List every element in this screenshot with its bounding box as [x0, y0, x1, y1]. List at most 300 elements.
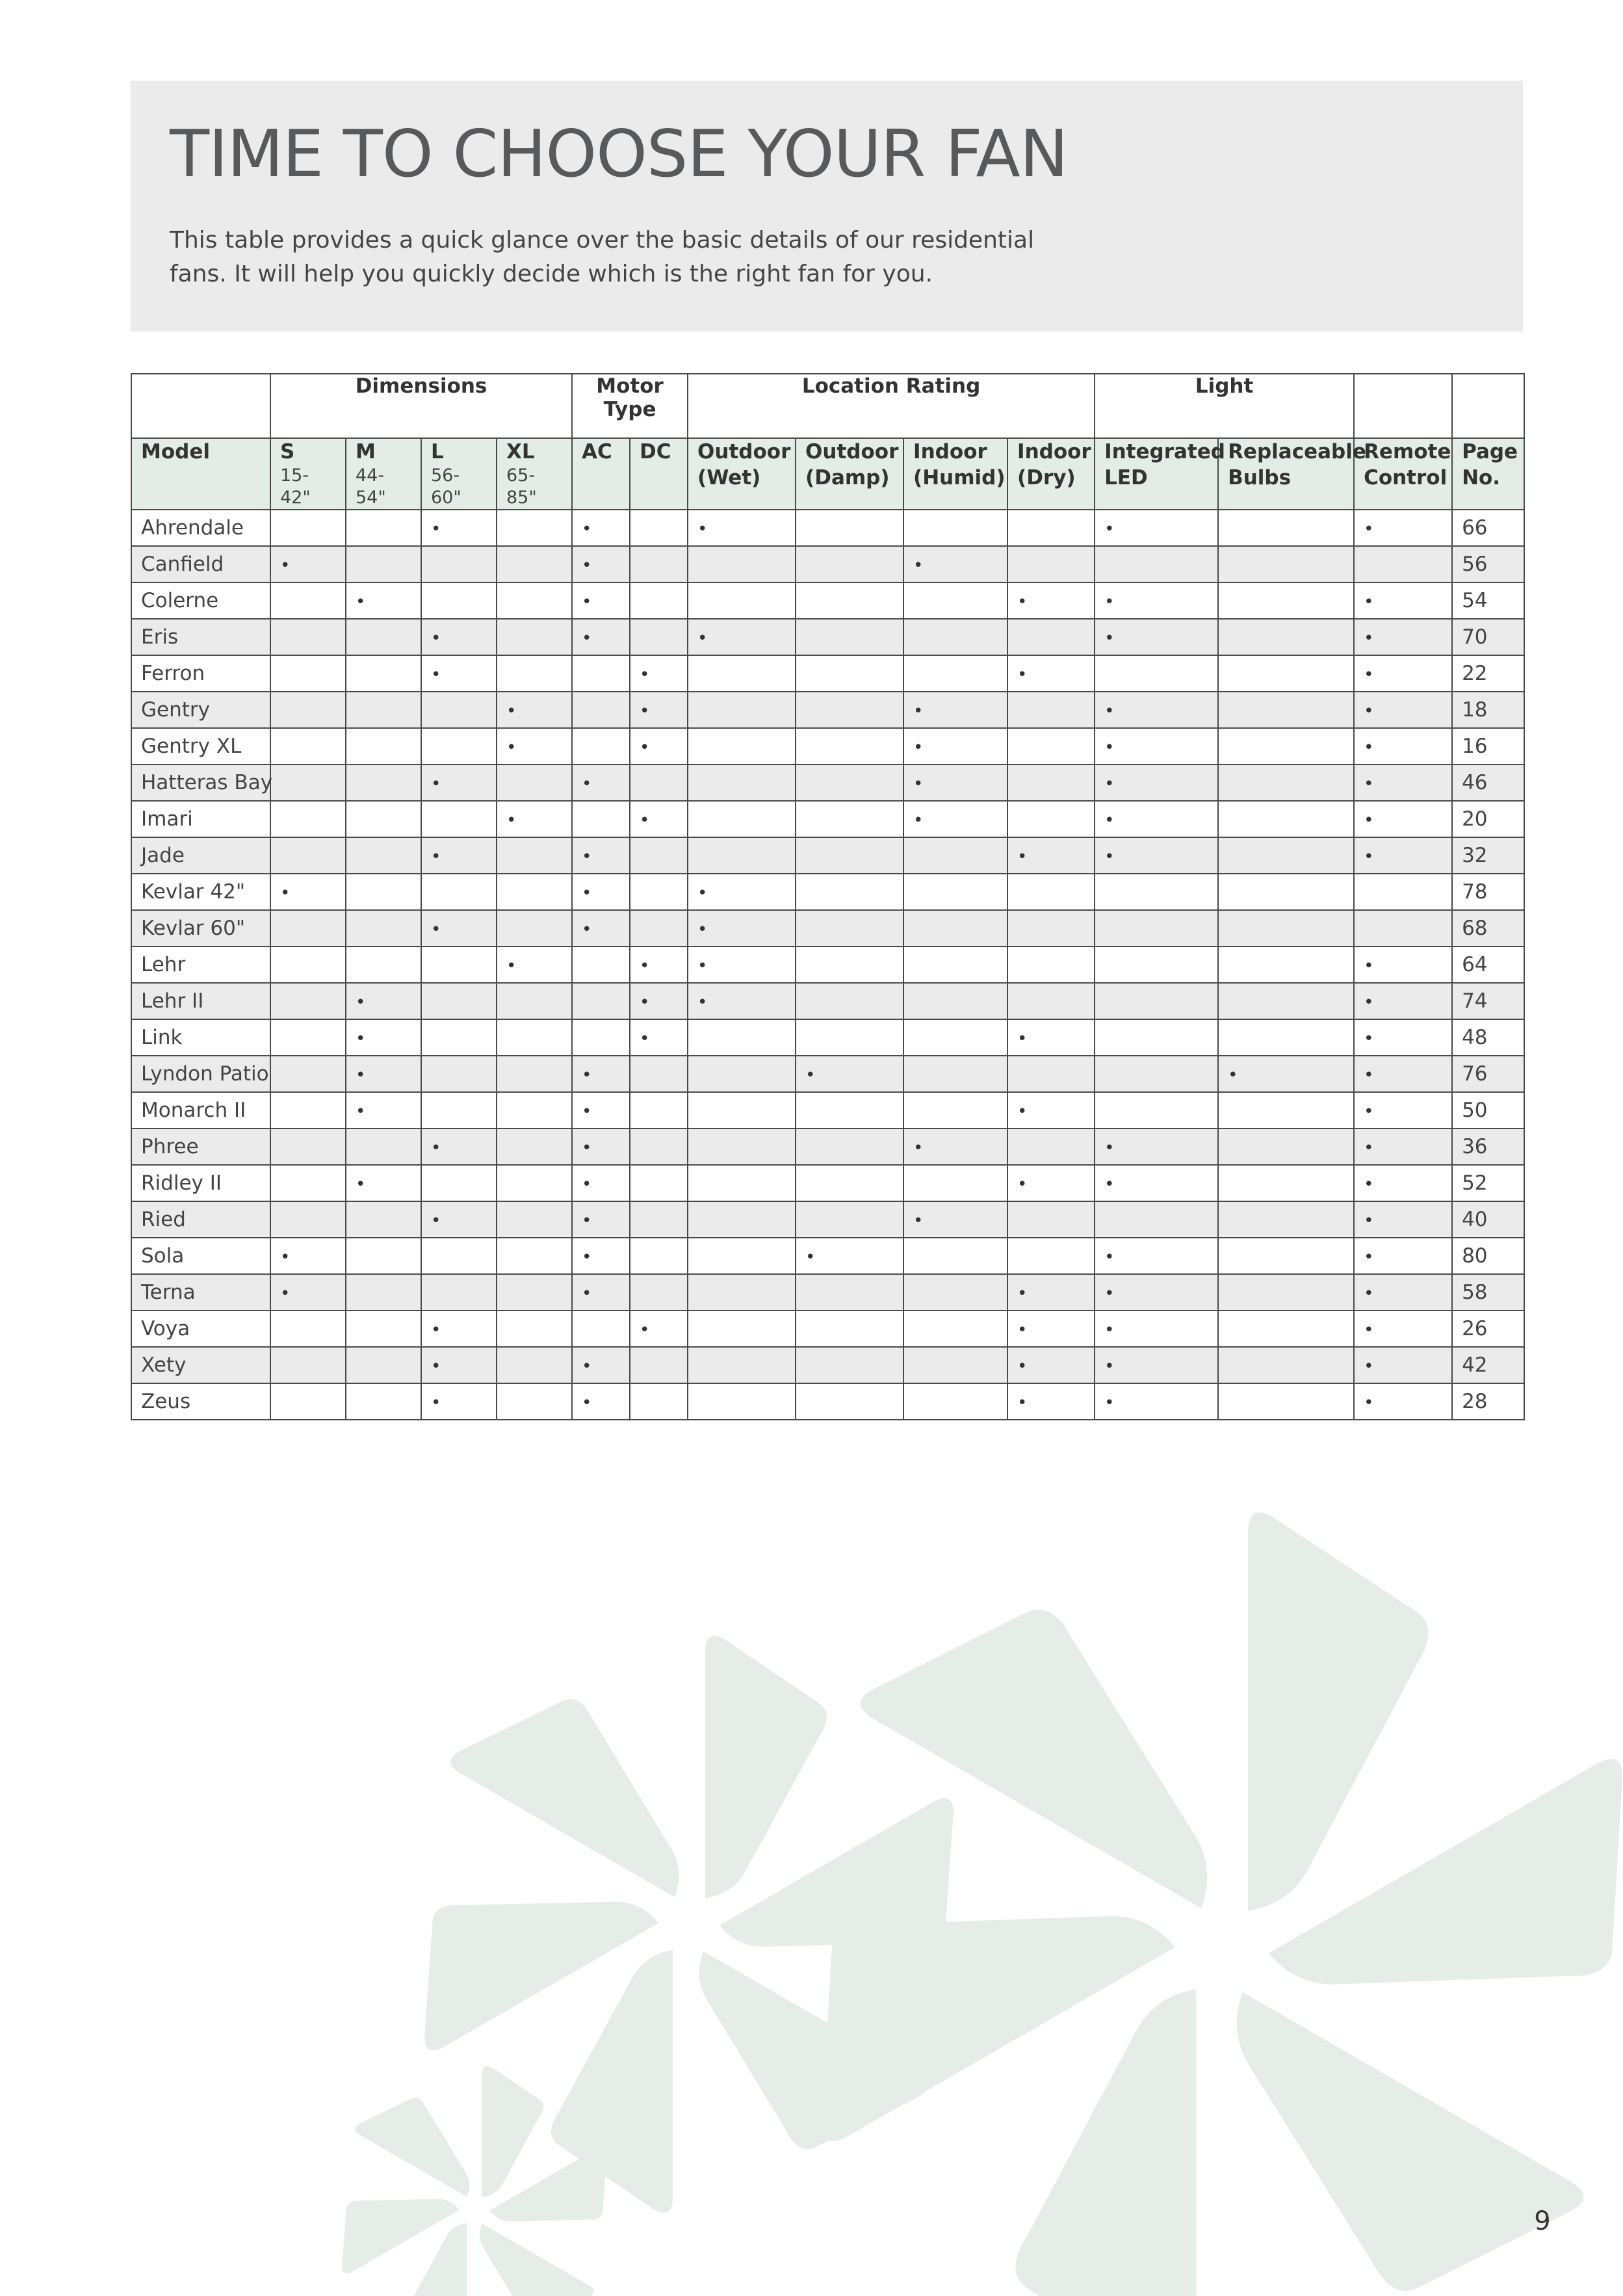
- cell-model: Imari: [131, 801, 270, 837]
- cell-ac: [572, 1311, 630, 1347]
- column-header-size-s: [270, 438, 346, 510]
- cell-integrated-led: [1095, 874, 1218, 910]
- bullet-icon: •: [1017, 1175, 1028, 1194]
- column-header-outdoor-wet: Outdoor (Wet): [688, 438, 796, 510]
- cell-location-wet: [688, 764, 796, 801]
- bullet-icon: •: [1364, 956, 1374, 976]
- cell-size-m: [346, 655, 421, 692]
- bullet-icon: •: [1364, 701, 1374, 721]
- cell-location-dry: [1007, 582, 1095, 619]
- cell-size-l: [421, 1274, 497, 1311]
- cell-location-dry: [1007, 1311, 1095, 1347]
- cell-model: Ried: [131, 1201, 270, 1238]
- cell-replaceable-bulbs: [1218, 546, 1354, 582]
- column-header-model: Model: [131, 438, 270, 510]
- cell-size-s: [270, 1128, 346, 1165]
- bullet-icon: •: [1364, 1284, 1374, 1303]
- cell-size-xl: [497, 946, 572, 983]
- bullet-icon: •: [280, 1284, 291, 1303]
- bullet-icon: •: [582, 883, 592, 903]
- column-header-outdoor-damp: Outdoor (Damp): [796, 438, 903, 510]
- bullet-icon: •: [1364, 1247, 1374, 1267]
- cell-size-s: [270, 510, 346, 546]
- bullet-icon: •: [582, 629, 592, 648]
- cell-ac: [572, 1165, 630, 1201]
- cell-location-damp: [796, 1311, 903, 1347]
- size-range: 56-60": [431, 465, 461, 508]
- bullet-icon: •: [1104, 1284, 1115, 1303]
- cell-location-damp: [796, 655, 903, 692]
- bullet-icon: •: [582, 1393, 592, 1413]
- cell-size-l: [421, 1311, 497, 1347]
- cell-ac: [572, 692, 630, 728]
- table-row: [131, 655, 1524, 692]
- cell-size-l: [421, 1347, 497, 1383]
- bullet-icon: •: [1017, 1284, 1028, 1303]
- cell-size-l: [421, 910, 497, 946]
- cell-model: Gentry XL: [131, 728, 270, 764]
- table-row: [131, 1383, 1524, 1420]
- cell-remote-control: [1354, 874, 1452, 910]
- cell-replaceable-bulbs: [1218, 582, 1354, 619]
- cell-remote-control: [1354, 1383, 1452, 1420]
- cell-size-l: [421, 983, 497, 1019]
- cell-location-dry: [1007, 946, 1095, 983]
- cell-size-m: [346, 874, 421, 910]
- cell-ac: [572, 801, 630, 837]
- bullet-icon: •: [1104, 847, 1115, 867]
- bullet-icon: •: [1104, 1393, 1115, 1413]
- cell-location-damp: [796, 1383, 903, 1420]
- cell-ac: [572, 728, 630, 764]
- cell-model: Kevlar 60": [131, 910, 270, 946]
- cell-replaceable-bulbs: [1218, 1383, 1354, 1420]
- table-row: [131, 910, 1524, 946]
- cell-location-damp: [796, 1019, 903, 1056]
- cell-size-l: [421, 1019, 497, 1056]
- cell-ac: [572, 1347, 630, 1383]
- cell-size-s: [270, 874, 346, 910]
- cell-remote-control: [1354, 728, 1452, 764]
- cell-replaceable-bulbs: [1218, 692, 1354, 728]
- bullet-icon: •: [1104, 1357, 1115, 1376]
- cell-location-humid: [903, 582, 1007, 619]
- cell-remote-control: [1354, 655, 1452, 692]
- cell-size-l: [421, 510, 497, 546]
- cell-remote-control: [1354, 1092, 1452, 1128]
- column-header-size-xl: [497, 438, 572, 510]
- bullet-icon: •: [431, 629, 441, 648]
- cell-model: Link: [131, 1019, 270, 1056]
- bullet-icon: •: [1364, 1211, 1374, 1231]
- cell-dc: [630, 910, 688, 946]
- bullet-icon: •: [1364, 1065, 1374, 1085]
- cell-model: Canfield: [131, 546, 270, 582]
- cell-location-wet: [688, 1092, 796, 1128]
- cell-model: Xety: [131, 1347, 270, 1383]
- cell-location-humid: [903, 1092, 1007, 1128]
- cell-size-l: [421, 801, 497, 837]
- cell-integrated-led: [1095, 546, 1218, 582]
- cell-model: Lyndon Patio: [131, 1056, 270, 1092]
- cell-size-s: [270, 728, 346, 764]
- cell-size-m: [346, 910, 421, 946]
- cell-location-wet: [688, 1019, 796, 1056]
- bullet-icon: •: [1104, 1320, 1115, 1340]
- bullet-icon: •: [1364, 811, 1374, 830]
- cell-page-no: 46: [1452, 764, 1524, 801]
- cell-size-l: [421, 1092, 497, 1128]
- bullet-icon: •: [582, 920, 592, 939]
- bullet-icon: •: [1017, 1320, 1028, 1340]
- cell-location-humid: [903, 910, 1007, 946]
- bullet-icon: •: [697, 629, 708, 648]
- cell-size-m: [346, 1383, 421, 1420]
- bullet-icon: •: [640, 738, 650, 757]
- cell-location-wet: [688, 1128, 796, 1165]
- cell-model: Colerne: [131, 582, 270, 619]
- cell-size-xl: [497, 619, 572, 655]
- cell-location-wet: [688, 546, 796, 582]
- cell-location-damp: [796, 582, 903, 619]
- size-range: 65-85": [506, 465, 537, 508]
- cell-size-l: [421, 764, 497, 801]
- cell-remote-control: [1354, 619, 1452, 655]
- cell-page-no: 68: [1452, 910, 1524, 946]
- cell-dc: [630, 1238, 688, 1274]
- cell-location-damp: [796, 910, 903, 946]
- cell-location-damp: [796, 1128, 903, 1165]
- cell-ac: [572, 764, 630, 801]
- cell-size-s: [270, 1238, 346, 1274]
- cell-size-m: [346, 1165, 421, 1201]
- cell-size-s: [270, 1165, 346, 1201]
- bullet-icon: •: [431, 665, 441, 685]
- cell-integrated-led: [1095, 837, 1218, 874]
- cell-size-l: [421, 1165, 497, 1201]
- cell-model: Zeus: [131, 1383, 270, 1420]
- cell-page-no: 18: [1452, 692, 1524, 728]
- bullet-icon: •: [1104, 811, 1115, 830]
- bullet-icon: •: [1364, 1175, 1374, 1194]
- cell-page-no: 76: [1452, 1056, 1524, 1092]
- cell-location-dry: [1007, 983, 1095, 1019]
- cell-model: Lehr: [131, 946, 270, 983]
- bullet-icon: •: [913, 556, 924, 575]
- intro-text: This table provides a quick glance over the basic details of our residential fans. It will help you quickly decide which is the right fan for you.: [170, 227, 1035, 287]
- bullet-icon: •: [582, 847, 592, 867]
- bullet-icon: •: [1104, 738, 1115, 757]
- cell-location-wet: [688, 946, 796, 983]
- bullet-icon: •: [1364, 1393, 1374, 1413]
- cell-location-damp: [796, 1165, 903, 1201]
- cell-replaceable-bulbs: [1218, 728, 1354, 764]
- size-label: L: [431, 440, 444, 463]
- column-header-size-m: [346, 438, 421, 510]
- cell-location-wet: [688, 1238, 796, 1274]
- cell-remote-control: [1354, 510, 1452, 546]
- cell-size-xl: [497, 510, 572, 546]
- bullet-icon: •: [356, 1102, 366, 1121]
- bullet-icon: •: [582, 1211, 592, 1231]
- bullet-icon: •: [280, 556, 291, 575]
- cell-remote-control: [1354, 1165, 1452, 1201]
- cell-location-damp: [796, 874, 903, 910]
- cell-dc: [630, 837, 688, 874]
- cell-size-xl: [497, 764, 572, 801]
- cell-integrated-led: [1095, 1165, 1218, 1201]
- cell-location-wet: [688, 1165, 796, 1201]
- cell-dc: [630, 582, 688, 619]
- column-header-ac: AC: [572, 438, 630, 510]
- bullet-icon: •: [1104, 519, 1115, 539]
- table-row: [131, 1238, 1524, 1274]
- bullet-icon: •: [356, 1175, 366, 1194]
- bullet-icon: •: [356, 592, 366, 612]
- cell-ac: [572, 510, 630, 546]
- group-header-empty: [1354, 374, 1452, 438]
- cell-size-s: [270, 837, 346, 874]
- bullet-icon: •: [1017, 1393, 1028, 1413]
- cell-integrated-led: [1095, 655, 1218, 692]
- cell-model: Eris: [131, 619, 270, 655]
- cell-location-damp: [796, 728, 903, 764]
- cell-size-l: [421, 1201, 497, 1238]
- cell-model: Jade: [131, 837, 270, 874]
- cell-location-dry: [1007, 910, 1095, 946]
- cell-replaceable-bulbs: [1218, 1019, 1354, 1056]
- table-row: [131, 546, 1524, 582]
- bullet-icon: •: [1017, 1029, 1028, 1049]
- cell-size-l: [421, 546, 497, 582]
- cell-integrated-led: [1095, 1201, 1218, 1238]
- cell-size-m: [346, 946, 421, 983]
- cell-remote-control: [1354, 1056, 1452, 1092]
- cell-integrated-led: [1095, 582, 1218, 619]
- cell-dc: [630, 728, 688, 764]
- cell-page-no: 78: [1452, 874, 1524, 910]
- column-header-row: [131, 438, 1524, 510]
- cell-remote-control: [1354, 1128, 1452, 1165]
- cell-location-dry: [1007, 801, 1095, 837]
- bullet-icon: •: [1364, 629, 1374, 648]
- bullet-icon: •: [640, 1320, 650, 1340]
- cell-size-m: [346, 1347, 421, 1383]
- cell-location-dry: [1007, 1092, 1095, 1128]
- size-label: S: [280, 440, 295, 463]
- cell-size-m: [346, 764, 421, 801]
- bullet-icon: •: [582, 1065, 592, 1085]
- cell-remote-control: [1354, 946, 1452, 983]
- cell-size-s: [270, 1201, 346, 1238]
- cell-ac: [572, 874, 630, 910]
- cell-size-m: [346, 801, 421, 837]
- cell-size-xl: [497, 1347, 572, 1383]
- cell-location-dry: [1007, 874, 1095, 910]
- cell-location-damp: [796, 946, 903, 983]
- cell-size-s: [270, 619, 346, 655]
- cell-integrated-led: [1095, 1238, 1218, 1274]
- cell-location-damp: [796, 1274, 903, 1311]
- bullet-icon: •: [640, 811, 650, 830]
- cell-remote-control: [1354, 692, 1452, 728]
- cell-ac: [572, 946, 630, 983]
- cell-page-no: 50: [1452, 1092, 1524, 1128]
- bullet-icon: •: [1364, 738, 1374, 757]
- cell-page-no: 42: [1452, 1347, 1524, 1383]
- blade: [1152, 1992, 1588, 2296]
- bullet-icon: •: [1364, 1320, 1374, 1340]
- bullet-icon: •: [582, 774, 592, 794]
- cell-remote-control: [1354, 1311, 1452, 1347]
- cell-remote-control: [1354, 1019, 1452, 1056]
- cell-remote-control: [1354, 910, 1452, 946]
- cell-location-humid: [903, 692, 1007, 728]
- cell-size-xl: [497, 837, 572, 874]
- cell-size-s: [270, 1274, 346, 1311]
- cell-page-no: 48: [1452, 1019, 1524, 1056]
- bullet-icon: •: [1017, 665, 1028, 685]
- cell-ac: [572, 582, 630, 619]
- bullet-icon: •: [582, 1175, 592, 1194]
- cell-model: Kevlar 42": [131, 874, 270, 910]
- cell-integrated-led: [1095, 728, 1218, 764]
- table-row: [131, 1128, 1524, 1165]
- cell-size-l: [421, 1238, 497, 1274]
- cell-location-humid: [903, 983, 1007, 1019]
- cell-replaceable-bulbs: [1218, 983, 1354, 1019]
- cell-integrated-led: [1095, 1274, 1218, 1311]
- cell-ac: [572, 910, 630, 946]
- cell-location-damp: [796, 764, 903, 801]
- cell-location-humid: [903, 1165, 1007, 1201]
- cell-location-wet: [688, 692, 796, 728]
- cell-location-humid: [903, 1201, 1007, 1238]
- cell-size-xl: [497, 1383, 572, 1420]
- cell-dc: [630, 983, 688, 1019]
- cell-size-xl: [497, 1238, 572, 1274]
- cell-size-m: [346, 546, 421, 582]
- cell-page-no: 16: [1452, 728, 1524, 764]
- cell-page-no: 54: [1452, 582, 1524, 619]
- cell-remote-control: [1354, 983, 1452, 1019]
- cell-dc: [630, 874, 688, 910]
- cell-size-l: [421, 728, 497, 764]
- size-range: 44-54": [356, 465, 386, 508]
- bullet-icon: •: [582, 592, 592, 612]
- table-row: [131, 874, 1524, 910]
- bullet-icon: •: [1104, 774, 1115, 794]
- cell-size-xl: [497, 1092, 572, 1128]
- cell-location-damp: [796, 837, 903, 874]
- cell-model: Phree: [131, 1128, 270, 1165]
- cell-page-no: 80: [1452, 1238, 1524, 1274]
- cell-size-s: [270, 983, 346, 1019]
- cell-ac: [572, 655, 630, 692]
- cell-location-dry: [1007, 1347, 1095, 1383]
- cell-size-s: [270, 655, 346, 692]
- cell-size-xl: [497, 1201, 572, 1238]
- cell-location-wet: [688, 983, 796, 1019]
- bullet-icon: •: [1017, 1102, 1028, 1121]
- cell-replaceable-bulbs: [1218, 619, 1354, 655]
- cell-model: Ferron: [131, 655, 270, 692]
- cell-location-damp: [796, 510, 903, 546]
- bullet-icon: •: [1364, 1357, 1374, 1376]
- bullet-icon: •: [697, 956, 708, 976]
- column-header-integrated-led: Integrated LED: [1095, 438, 1218, 510]
- table-row: [131, 1347, 1524, 1383]
- size-label: M: [356, 440, 376, 463]
- cell-location-damp: [796, 801, 903, 837]
- cell-size-m: [346, 619, 421, 655]
- cell-size-m: [346, 728, 421, 764]
- cell-size-xl: [497, 1311, 572, 1347]
- table-row: [131, 801, 1524, 837]
- cell-dc: [630, 1092, 688, 1128]
- cell-size-xl: [497, 1019, 572, 1056]
- bullet-icon: •: [913, 1138, 924, 1158]
- bullet-icon: •: [1104, 701, 1115, 721]
- cell-integrated-led: [1095, 910, 1218, 946]
- bullet-icon: •: [582, 519, 592, 539]
- cell-ac: [572, 983, 630, 1019]
- cell-remote-control: [1354, 837, 1452, 874]
- blade: [1016, 1989, 1197, 2296]
- cell-location-wet: [688, 874, 796, 910]
- cell-size-m: [346, 1128, 421, 1165]
- cell-size-l: [421, 692, 497, 728]
- cell-location-humid: [903, 837, 1007, 874]
- cell-replaceable-bulbs: [1218, 764, 1354, 801]
- cell-size-l: [421, 946, 497, 983]
- cell-remote-control: [1354, 1274, 1452, 1311]
- cell-location-damp: [796, 619, 903, 655]
- cell-ac: [572, 1274, 630, 1311]
- column-header-replaceable-bulbs: Replaceable Bulbs: [1218, 438, 1354, 510]
- cell-integrated-led: [1095, 764, 1218, 801]
- cell-location-dry: [1007, 1128, 1095, 1165]
- cell-size-s: [270, 1383, 346, 1420]
- bullet-icon: •: [431, 519, 441, 539]
- size-range: 15-42": [280, 465, 311, 508]
- bullet-icon: •: [1364, 1102, 1374, 1121]
- cell-model: Ridley II: [131, 1165, 270, 1201]
- cell-integrated-led: [1095, 1092, 1218, 1128]
- fan-rows: [131, 510, 1524, 1420]
- cell-location-wet: [688, 1201, 796, 1238]
- table-row: [131, 837, 1524, 874]
- bullet-icon: •: [356, 1065, 366, 1085]
- cell-remote-control: [1354, 801, 1452, 837]
- bullet-icon: •: [1364, 847, 1374, 867]
- table-row: [131, 692, 1524, 728]
- cell-location-damp: [796, 546, 903, 582]
- bullet-icon: •: [356, 1029, 366, 1049]
- cell-dc: [630, 1201, 688, 1238]
- cell-dc: [630, 510, 688, 546]
- cell-location-damp: [796, 1347, 903, 1383]
- cell-location-humid: [903, 946, 1007, 983]
- bullet-icon: •: [506, 956, 517, 976]
- cell-model: Voya: [131, 1311, 270, 1347]
- bullet-icon: •: [356, 993, 366, 1012]
- cell-remote-control: [1354, 1238, 1452, 1274]
- table-row: [131, 983, 1524, 1019]
- cell-location-dry: [1007, 764, 1095, 801]
- cell-size-l: [421, 1056, 497, 1092]
- cell-integrated-led: [1095, 1128, 1218, 1165]
